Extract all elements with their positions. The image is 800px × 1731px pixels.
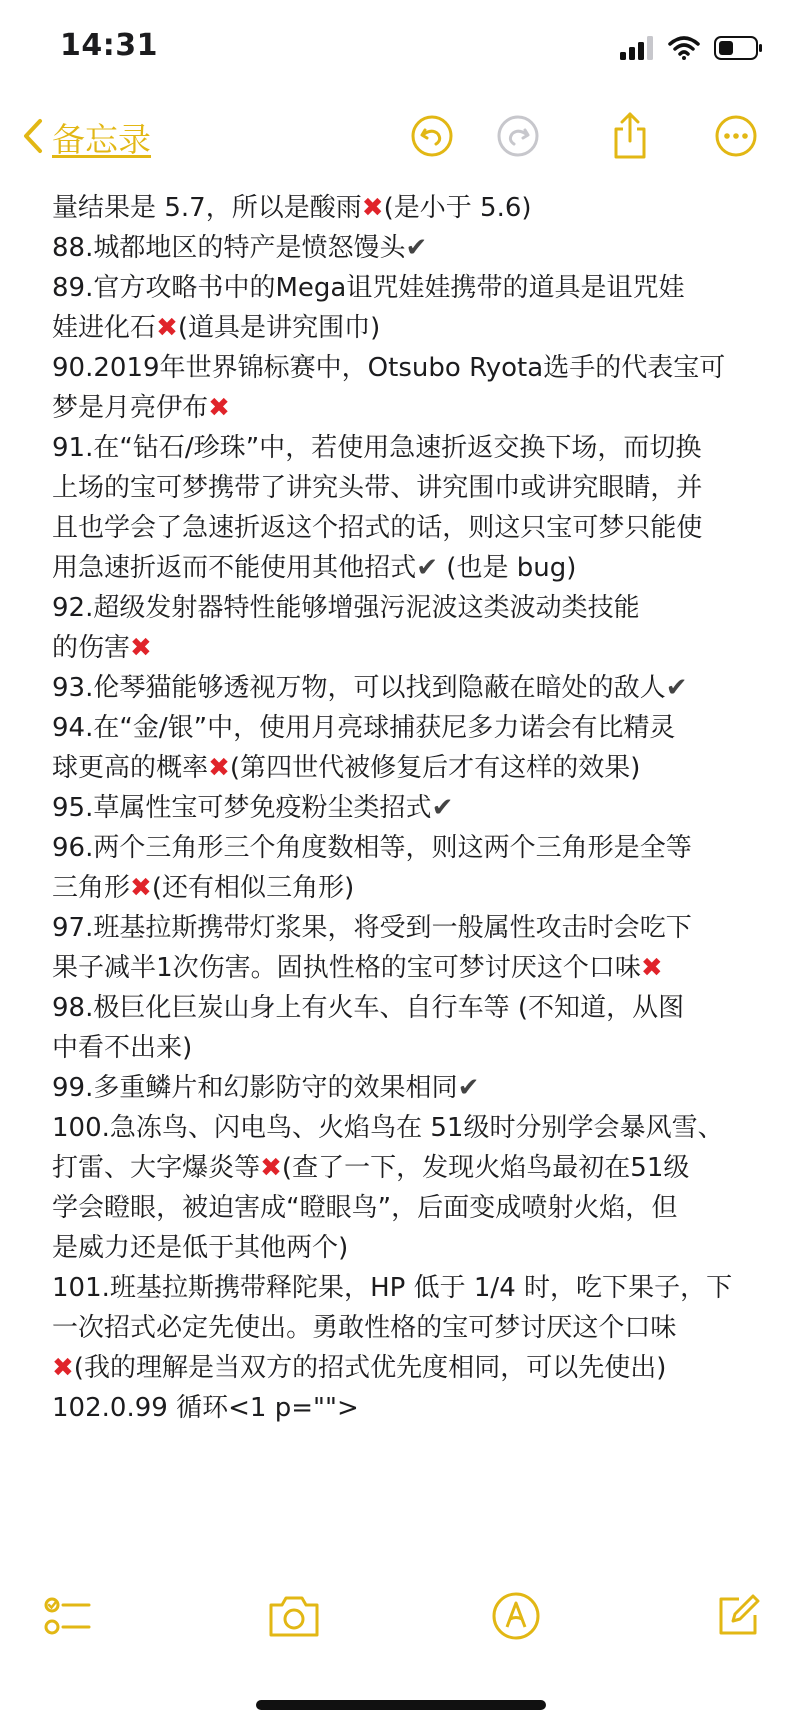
note-line: 100.急冻鸟、闪电鸟、火焰鸟在 51级时分别学会暴风雪、 [52,1113,724,1143]
redo-button[interactable] [494,114,542,162]
note-line: 球更高的概率✖(第四世代被修复后才有这样的效果) [52,753,641,783]
note-line: 娃进化石✖(道具是讲究围巾) [52,313,381,343]
note-line: 打雷、大字爆炎等✖(查了一下，发现火焰鸟最初在51级 [52,1153,690,1183]
cross-mark-icon: ✖ [208,393,230,423]
cross-mark-icon: ✖ [156,313,178,343]
note-line: 学会瞪眼，被迫害成“瞪眼鸟”，后面变成喷射火焰，但 [52,1193,678,1223]
note-line: 94.在“金/银”中，使用月亮球捕获尼多力诺会有比精灵 [52,713,676,743]
battery-icon [714,36,764,64]
note-line: 梦是月亮伊布✖ [52,393,230,423]
note-line: 是威力还是低于其他两个) [52,1233,349,1263]
signal-icon [620,36,654,64]
note-line: 用急速折返而不能使用其他招式✔ (也是 bug) [52,553,577,583]
undo-button[interactable] [408,114,456,162]
checklist-button[interactable] [40,1590,96,1646]
wifi-icon [668,36,700,64]
note-line: 95.草属性宝可梦免疫粉尘类招式✔ [52,793,454,823]
note-line: 91.在“钻石/珍珠”中，若使用急速折返交换下场，而切换 [52,433,702,463]
check-mark-icon: ✔ [405,233,428,263]
cross-mark-icon: ✖ [260,1153,282,1183]
note-line: 90.2019年世界锦标赛中，Otsubo Ryota选手的代表宝可 [52,353,726,383]
more-button[interactable] [712,114,760,162]
more-icon [714,114,758,162]
note-line: 98.极巨化巨炭山身上有火车、自行车等 (不知道，从图 [52,993,685,1023]
cross-mark-icon: ✖ [361,193,384,223]
note-line: 92.超级发射器特性能够增强污泥波这类波动类技能 [52,593,640,623]
cross-mark-icon: ✖ [130,633,152,663]
note-line: 89.官方攻略书中的Mega诅咒娃娃携带的道具是诅咒娃 [52,273,685,303]
cross-mark-icon: ✖ [640,953,663,983]
note-line: 中看不出来) [52,1033,193,1063]
note-line: 97.班基拉斯携带灯浆果，将受到一般属性攻击时会吃下 [52,913,692,943]
cross-mark-icon: ✖ [208,753,230,783]
note-line: 一次招式必定先使出。勇敢性格的宝可梦讨厌这个口味 [52,1313,677,1343]
markup-button[interactable] [488,1590,544,1646]
note-line: 93.伦琴猫能够透视万物，可以找到隐蔽在暗处的敌人✔ [52,673,688,703]
undo-icon [410,114,454,162]
back-button[interactable] [22,114,151,161]
share-icon [610,111,650,165]
note-line: 果子减半1次伤害。固执性格的宝可梦讨厌这个口味✖ [52,953,663,983]
note-line: 102.0.99 循环<1 p=""> [52,1393,359,1423]
status-time: 14:31 [60,28,158,63]
status-icons [620,36,764,64]
check-mark-icon: ✔ [665,673,688,703]
compose-icon [713,1591,763,1645]
note-line: 96.两个三角形三个角度数相等，则这两个三角形是全等 [52,833,692,863]
note-line: 101.班基拉斯携带释陀果，HP 低于 1/4 时，吃下果子，下 [52,1273,733,1303]
checklist-icon [43,1591,93,1645]
check-mark-icon: ✔ [431,793,454,823]
bottom-toolbar [0,1580,800,1660]
chevron-left-icon [22,117,44,159]
check-mark-icon: ✔ [457,1073,480,1103]
markup-pen-icon [491,1591,541,1645]
note-line: 三角形✖(还有相似三角形) [52,873,355,903]
share-button[interactable] [606,114,654,162]
check-mark-icon: ✔ [416,553,439,583]
note-line: ✖(我的理解是当双方的招式优先度相同，可以先使出) [52,1353,667,1383]
back-label: 备忘录 [52,120,151,159]
status-bar [0,0,800,100]
note-body[interactable] [52,188,752,1428]
redo-icon [496,114,540,162]
note-line: 上场的宝可梦携带了讲究头带、讲究围巾或讲究眼睛，并 [52,473,703,503]
note-line: 且也学会了急速折返这个招式的话，则这只宝可梦只能使 [52,513,703,543]
compose-button[interactable] [710,1590,766,1646]
camera-icon [267,1593,321,1643]
cross-mark-icon: ✖ [52,1353,74,1383]
note-line: 88.城都地区的特产是愤怒馒头✔ [52,233,428,263]
note-line: 的伤害✖ [52,633,152,663]
camera-button[interactable] [266,1590,322,1646]
home-indicator [256,1700,546,1710]
cross-mark-icon: ✖ [130,873,152,903]
nav-bar [0,100,800,180]
note-line: 量结果是 5.7，所以是酸雨✖(是小于 5.6) [52,193,532,223]
note-line: 99.多重鳞片和幻影防守的效果相同✔ [52,1073,480,1103]
